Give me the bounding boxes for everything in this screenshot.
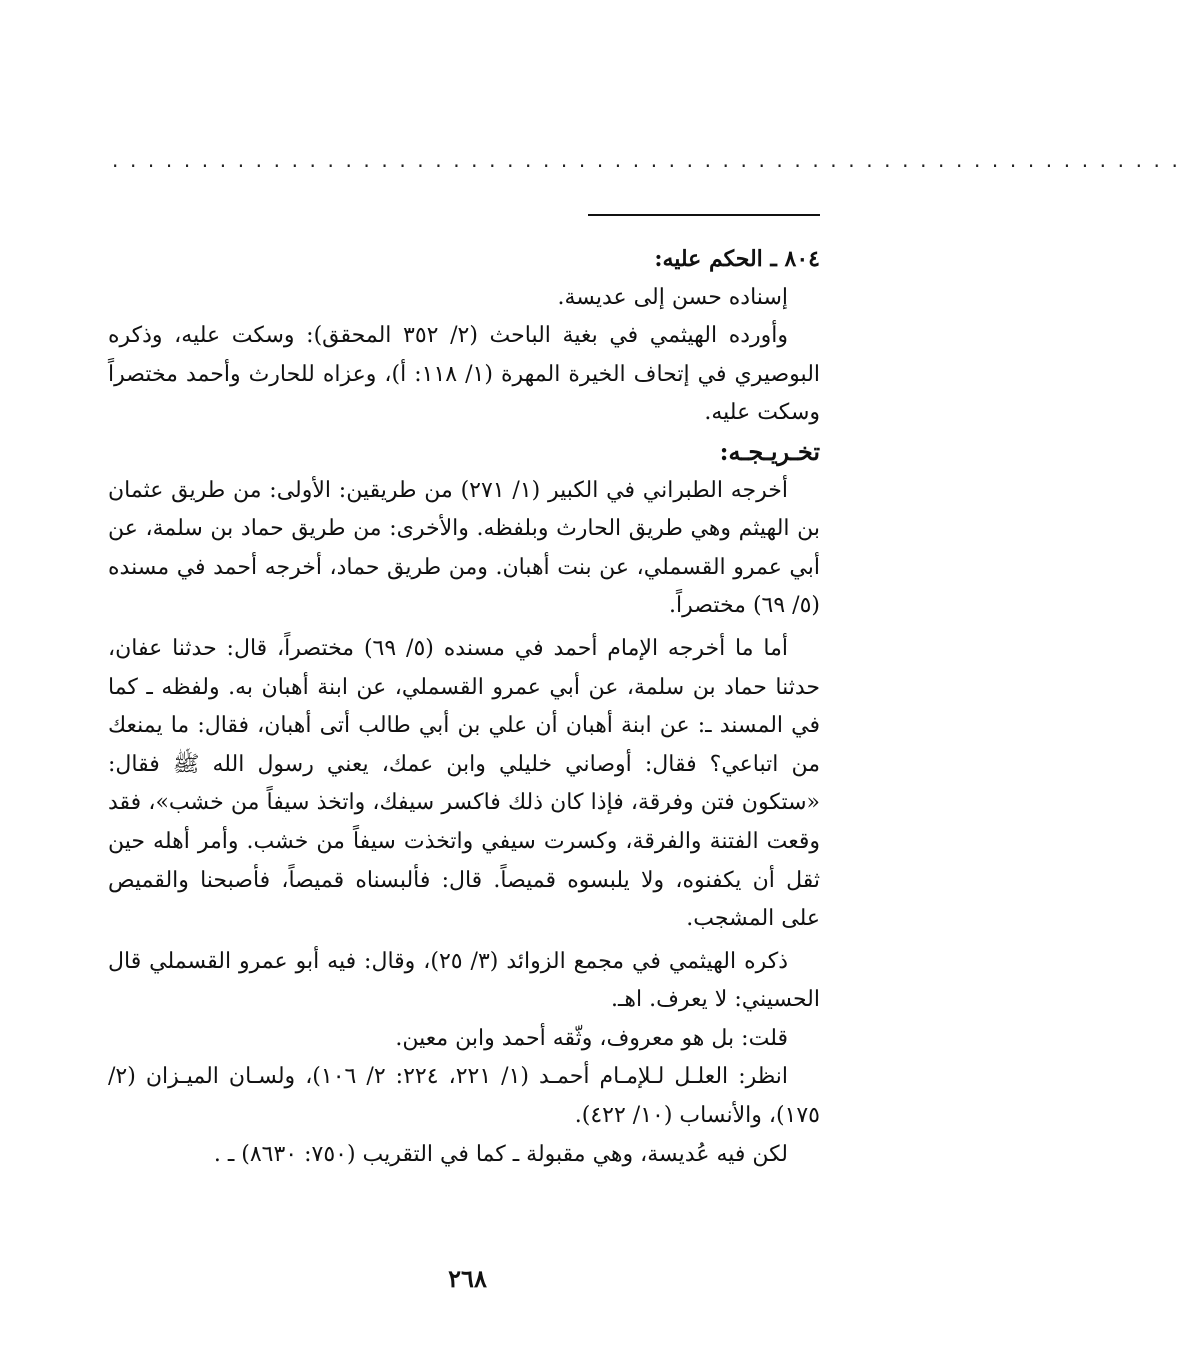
footnote-rule [588, 214, 820, 216]
ruling-paragraph: إسناده حسن إلى عديسة. [557, 284, 788, 310]
takhrij-paragraph-1: أخرجه الطبراني في الكبير (١/ ٢٧١) من طريقين: الأولى: من طريق عثمان بن الهيثم وهي طريق الحارث وبلفظه. والأخرى: من طريق حماد بن سلمة، عن أبي عمرو القسملي، عن بنت أهبان. ومن طريق حماد، أخرجه أحمد في مسنده (٥/ ٦٩) مختصراً. [108, 477, 820, 619]
page-body [108, 240, 820, 1174]
takhrij-paragraph-4: قلت: بل هو معروف، وثّقه أحمد وابن معين. [395, 1025, 788, 1051]
dotted-separator: ............................................................ [112, 148, 1189, 172]
page-number: ٢٦٨ [448, 1264, 487, 1293]
takhrij-paragraph-5: انظر: العلـل لـلإمـام أحمـد (١/ ٢٢١، ٢٢٤: ٢/ ١٠٦)، ولسـان الميـزان (٢/ ١٧٥)، والأنساب (١٠/ ٤٢٢). [108, 1064, 820, 1129]
section-heading: ٨٠٤ ـ الحكم عليه: [654, 246, 820, 272]
takhrij-paragraph-3: ذكره الهيثمي في مجمع الزوائد (٣/ ٢٥)، وقال: فيه أبو عمرو القسملي قال الحسيني: لا يعرف. اهـ. [108, 948, 820, 1013]
takhrij-heading: تخـريـجـه: [719, 436, 820, 466]
takhrij-paragraph-2: أما ما أخرجه الإمام أحمد في مسنده (٥/ ٦٩) مختصراً، قال: حدثنا عفان، حدثنا حماد بن سلمة، عن أبي عمرو القسملي، عن ابنة أهبان به. ولفظه ـ كما في المسند ـ: عن ابنة أهبان أن علي بن أبي طالب أتى أهبان، فقال: ما يمنعك من اتباعي؟ فقال: أوصاني خليلي وابن عمك، يعني رسول الله ﷺ فقال: «ستكون فتن وفرقة، فإذا كان ذلك فاكسر سيفك، واتخذ سيفاً من خشب»، فقد وقعت الفتنة والفرقة، وكسرت سيفي واتخذت سيفاً من خشب. وأمر أهله حين ثقل أن يكفنوه، ولا يلبسوه قميصاً. قال: فألبسناه قميصاً، فأصبحنا والقميص على المشجب. [108, 635, 820, 932]
takhrij-paragraph-6: لكن فيه عُديسة، وهي مقبولة ـ كما في التقريب (٧٥٠: ٨٦٣٠) ـ . [213, 1141, 788, 1167]
haythami-paragraph: وأورده الهيثمي في بغية الباحث (٢/ ٣٥٢ المحقق): وسكت عليه، وذكره البوصيري في إتحاف الخيرة المهرة (١/ ١١٨: أ)، وعزاه للحارث وأحمد مختصراً وسكت عليه. [108, 323, 821, 426]
